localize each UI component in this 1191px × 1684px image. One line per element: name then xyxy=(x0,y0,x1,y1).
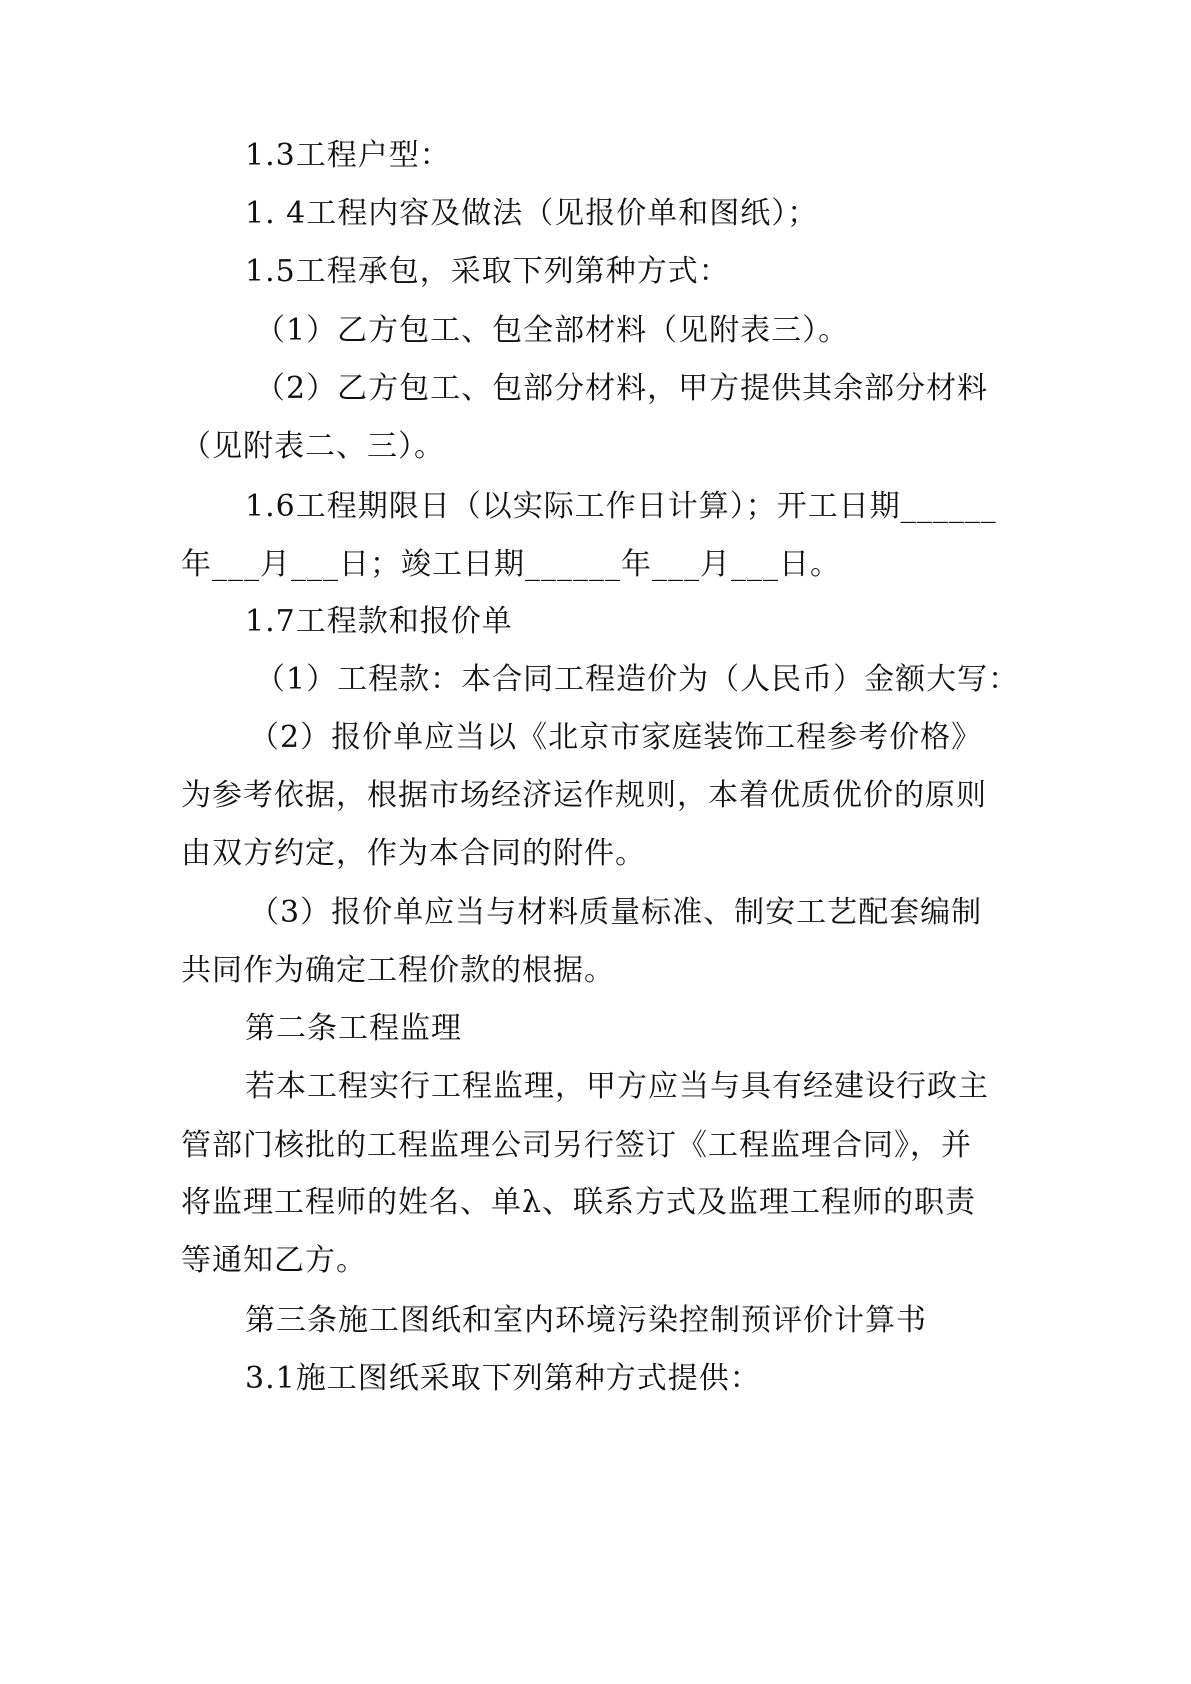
article-2-paragraph-continued-a: 管部门核批的工程监理公司另行签订《工程监理合同》，并 xyxy=(181,1128,972,1163)
section-1-3: 1.3工程户型： xyxy=(245,138,451,173)
section-1-6: 1.6工程期限日（以实际工作日计算）；开工日期______ xyxy=(245,489,997,524)
option-1: （1）乙方包工、包全部材料（见附表三）。 xyxy=(255,313,850,348)
clause-1-7-3: （3）报价单应当与材料质量标准、制安工艺配套编制 xyxy=(249,895,983,930)
clause-1-7-2: （2）报价单应当以《北京市家庭装饰工程参考价格》 xyxy=(249,720,983,755)
article-2-paragraph: 若本工程实行工程监理，甲方应当与具有经建设行政主 xyxy=(245,1069,989,1104)
clause-1-7-1: （1）工程款：本合同工程造价为（人民币）金额大写： xyxy=(255,662,1020,697)
section-1-7: 1.7工程款和报价单 xyxy=(245,604,513,639)
clause-1-7-2-continued-a: 为参考依据，根据市场经济运作规则，本着优质优价的原则 xyxy=(181,778,987,813)
clause-1-7-2-continued-b: 由双方约定，作为本合同的附件。 xyxy=(181,836,646,871)
option-2-continued: （见附表二、三）。 xyxy=(181,429,445,464)
article-3-heading: 第三条施工图纸和室内环境污染控制预评价计算书 xyxy=(245,1303,927,1338)
section-3-1: 3.1施工图纸采取下列第种方式提供： xyxy=(245,1361,761,1396)
option-2: （2）乙方包工、包部分材料，甲方提供其余部分材料 xyxy=(255,371,989,406)
section-1-5: 1.5工程承包，采取下列第种方式： xyxy=(245,254,730,289)
article-2-paragraph-continued-c: 等通知乙方。 xyxy=(181,1243,367,1278)
section-1-4: 1. 4工程内容及做法（见报价单和图纸）； xyxy=(245,196,819,231)
article-2-paragraph-continued-b: 将监理工程师的姓名、单λ、联系方式及监理工程师的职责 xyxy=(181,1185,977,1220)
clause-1-7-3-continued: 共同作为确定工程价款的根据。 xyxy=(181,953,615,988)
article-2-heading: 第二条工程监理 xyxy=(245,1011,462,1046)
section-1-6-continued: 年___月___日；竣工日期______年___月___日。 xyxy=(181,547,841,582)
